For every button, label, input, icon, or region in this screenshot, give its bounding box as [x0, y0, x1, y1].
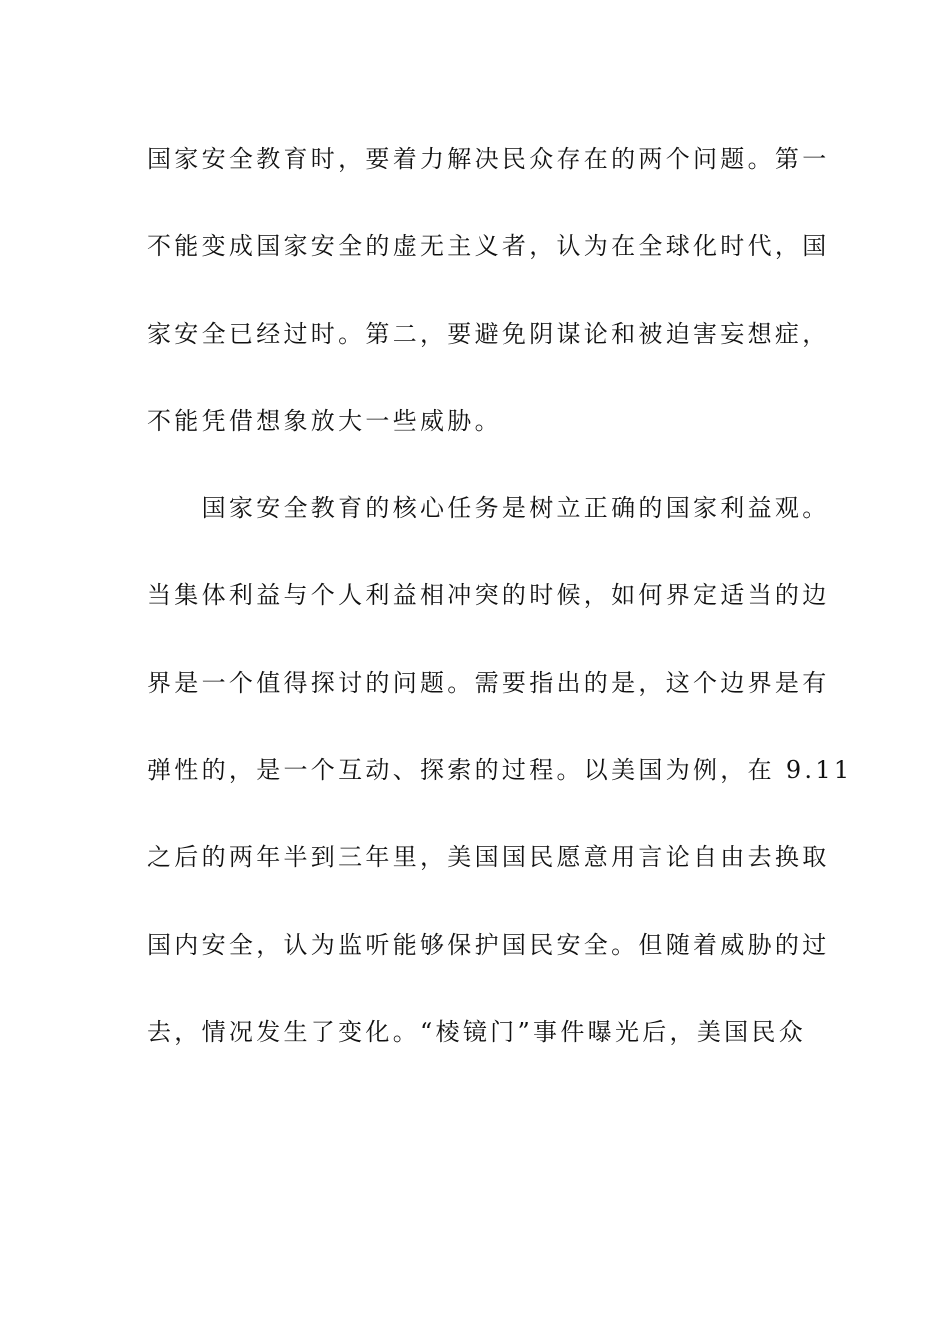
text-line: 之后的两年半到三年里，美国国民愿意用言论自由去换取 — [147, 843, 830, 872]
text-line: 界是一个值得探讨的问题。需要指出的是，这个边界是有 — [147, 668, 830, 697]
text-line: 国家安全教育时，要着力解决民众存在的两个问题。第一 — [147, 145, 830, 173]
text-line: 家安全已经过时。第二，要避免阴谋论和被迫害妄想症， — [147, 319, 830, 348]
text-line: 去，情况发生了变化。“棱镜门”事件曝光后，美国民众 — [147, 1017, 807, 1046]
text-line: 当集体利益与个人利益相冲突的时候，如何界定适当的边 — [147, 581, 830, 610]
text-line: 国内安全，认为监听能够保护国民安全。但随着威胁的过 — [147, 930, 830, 959]
text-line: 不能凭借想象放大一些威胁。 — [147, 406, 502, 435]
text-line: 不能变成国家安全的虚无主义者，认为在全球化时代，国 — [147, 232, 830, 261]
text-line: 弹性的，是一个互动、探索的过程。以美国为例，在 9.11 — [147, 756, 853, 785]
paragraph-start-line: 国家安全教育的核心任务是树立正确的国家利益观。 — [147, 494, 830, 523]
body-text — [147, 129, 853, 1089]
